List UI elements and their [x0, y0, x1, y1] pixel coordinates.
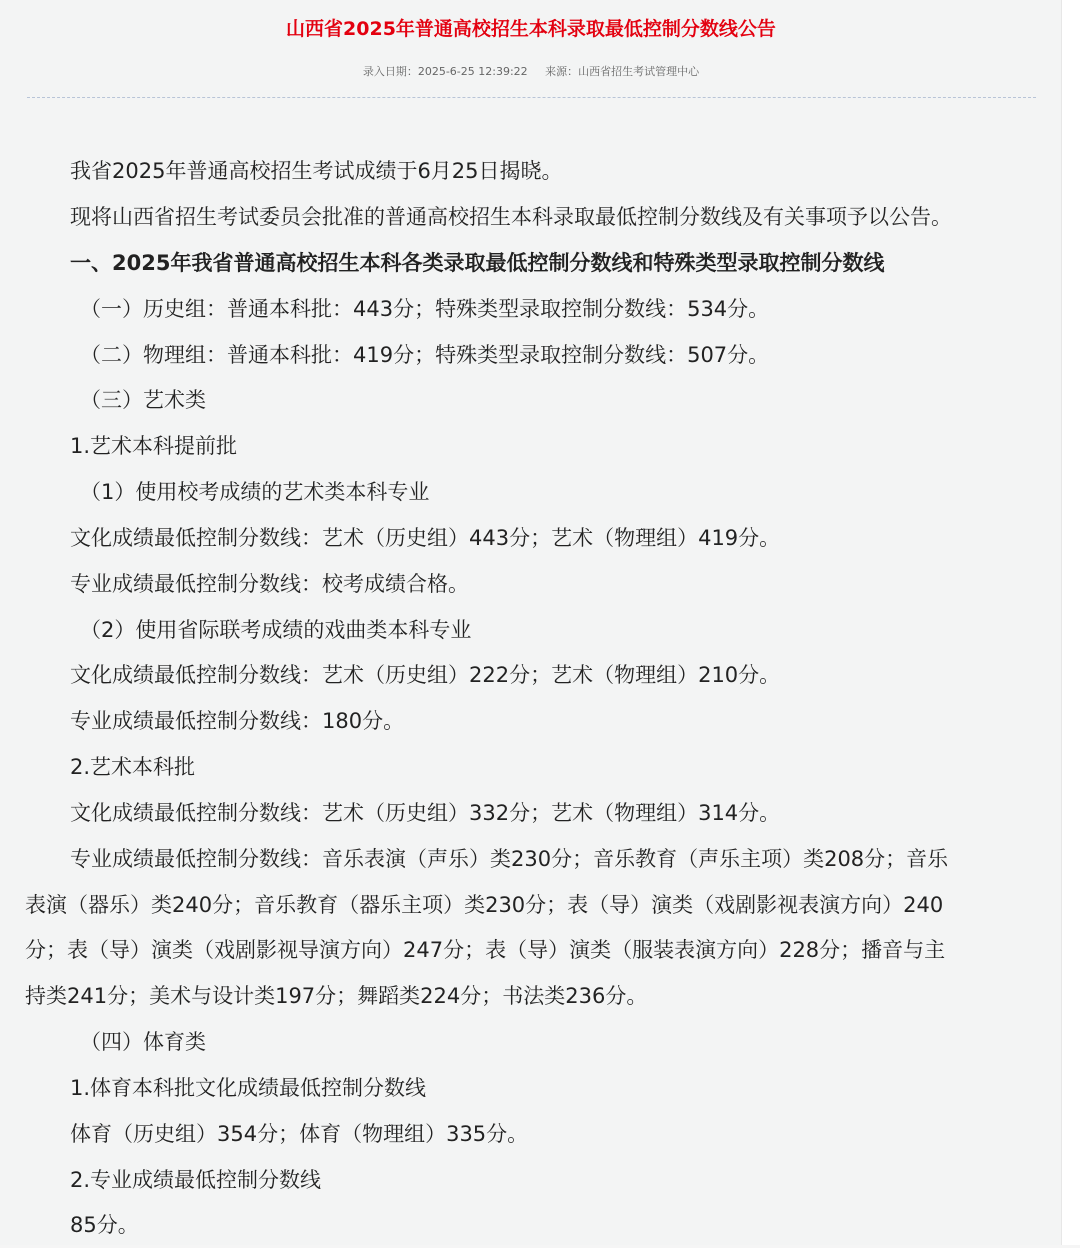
section-heading-1: 一、2025年我省普通高校招生本科各类录取最低控制分数线和特殊类型录取控制分数线	[70, 251, 885, 275]
provincial-exam-heading: （2）使用省际联考成绩的戏曲类本科专业	[80, 618, 472, 642]
paragraph-announcement: 现将山西省招生考试委员会批准的普通高校招生本科录取最低控制分数线及有关事项予以公告。	[70, 205, 952, 229]
article-title: 山西省2025年普通高校招生本科录取最低控制分数线公告	[286, 18, 776, 40]
paragraph-release-date: 我省2025年普通高校招生考试成绩于6月25日揭晓。	[70, 159, 563, 183]
art-professional-line-1: 专业成绩最低控制分数线：音乐表演（声乐）类230分；音乐教育（声乐主项）类208分；音乐	[70, 847, 949, 871]
entry-date: 录入日期：2025-6-25 12:39:22	[362, 65, 528, 78]
history-group-line: （一）历史组：普通本科批：443分；特殊类型录取控制分数线：534分。	[80, 297, 770, 321]
school-exam-heading: （1）使用校考成绩的艺术类本科专业	[80, 480, 430, 504]
sports-culture-heading: 1.体育本科批文化成绩最低控制分数线	[70, 1076, 427, 1100]
physics-group-line: （二）物理组：普通本科批：419分；特殊类型录取控制分数线：507分。	[80, 343, 770, 367]
art-early-batch-heading: 1.艺术本科提前批	[70, 434, 238, 458]
sports-category-heading: （四）体育类	[80, 1030, 206, 1054]
art-batch-heading: 2.艺术本科批	[70, 755, 196, 779]
school-exam-professional-line: 专业成绩最低控制分数线：校考成绩合格。	[70, 572, 469, 596]
school-exam-culture-line: 文化成绩最低控制分数线：艺术（历史组）443分；艺术（物理组）419分。	[70, 526, 781, 550]
art-professional-line-3: 分；表（导）演类（戏剧影视导演方向）247分；表（导）演类（服装表演方向）228分；播音与主	[25, 938, 946, 962]
sports-professional-line: 85分。	[70, 1213, 139, 1237]
source-label: 来源：山西省招生考试管理中心	[545, 65, 700, 78]
vertical-scrollbar[interactable]	[1061, 0, 1080, 1245]
art-professional-line-4: 持类241分；美术与设计类197分；舞蹈类224分；书法类236分。	[25, 984, 648, 1008]
provincial-culture-line: 文化成绩最低控制分数线：艺术（历史组）222分；艺术（物理组）210分。	[70, 663, 781, 687]
art-category-heading: （三）艺术类	[80, 388, 206, 412]
sports-culture-line: 体育（历史组）354分；体育（物理组）335分。	[70, 1122, 529, 1146]
art-batch-culture-line: 文化成绩最低控制分数线：艺术（历史组）332分；艺术（物理组）314分。	[70, 801, 781, 825]
art-professional-line-2: 表演（器乐）类240分；音乐教育（器乐主项）类230分；表（导）演类（戏剧影视表演方向）240	[25, 893, 944, 917]
provincial-professional-line: 专业成绩最低控制分数线：180分。	[70, 709, 405, 733]
sports-professional-heading: 2.专业成绩最低控制分数线	[70, 1168, 322, 1192]
